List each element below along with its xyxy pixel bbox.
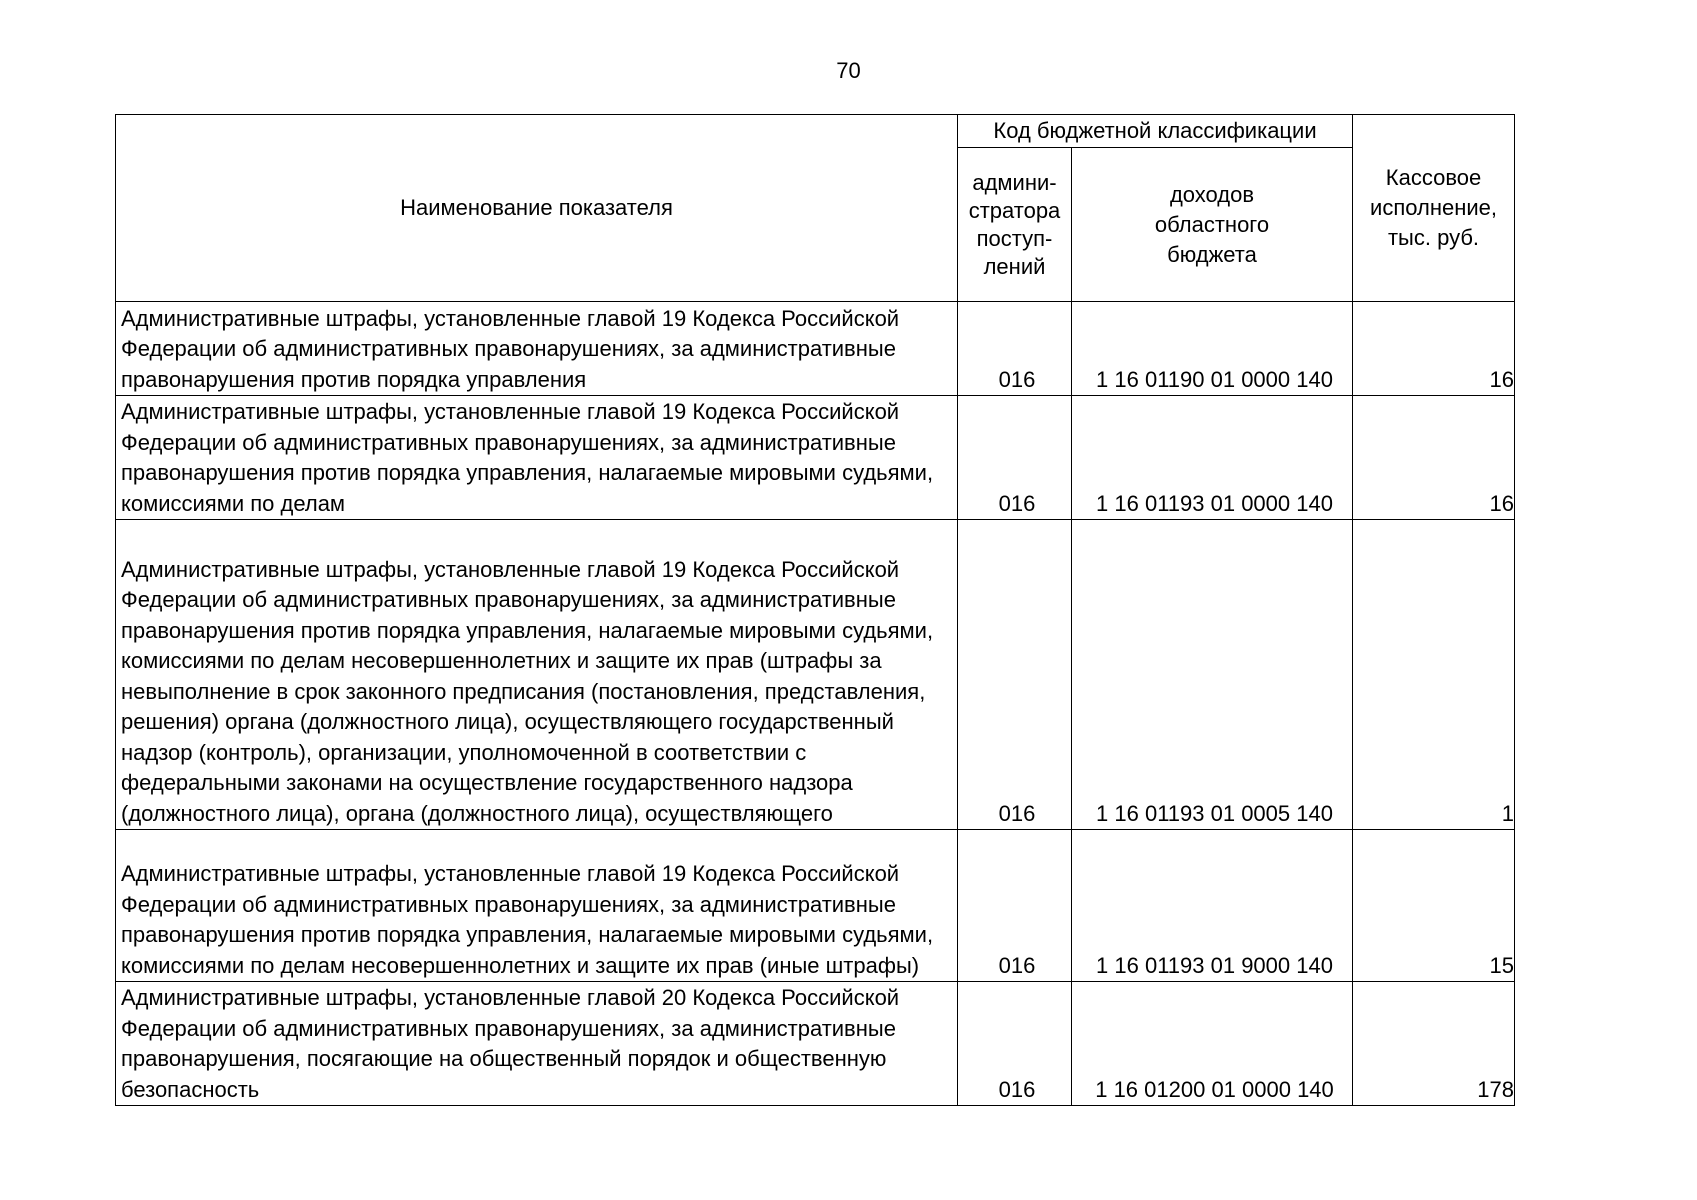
table-row: [116, 982, 1515, 1106]
revenue-code: 1 16 01193 01 9000 140: [1072, 830, 1353, 982]
header-cash-execution: Кассовое исполнение, тыс. руб.: [1353, 115, 1515, 302]
table-row: [116, 302, 1515, 396]
cash-execution-amount: 1: [1353, 520, 1515, 830]
indicator-name: Административные штрафы, установленные главой 20 Кодекса Российской Федерации об административных правонарушениях, за административные правонарушения, посягающие на общественный порядок и общественную безопасность: [116, 982, 958, 1106]
cash-execution-amount: 16: [1353, 396, 1515, 520]
table-row: [116, 830, 1515, 982]
header-administrator-code: админи-стратора поступ-лений: [958, 148, 1072, 302]
indicator-name: Административные штрафы, установленные главой 19 Кодекса Российской Федерации об административных правонарушениях, за административные правонарушения против порядка управления: [116, 302, 958, 396]
administrator-code: 016: [958, 520, 1072, 830]
indicator-name: Административные штрафы, установленные главой 19 Кодекса Российской Федерации об административных правонарушениях, за административные правонарушения против порядка управления, налагаемые мировыми судьями, комиссиями по делам несовершеннолетних и защите их прав (штрафы за невыполнение в срок законного предписания (постановления, представления, решения) органа (должностного лица), осуществляющего государственный надзор (контроль), организации, уполномоченной в соответствии с федеральными законами на осуществление государственного надзора (должностного лица), органа (должностного лица), осуществляющего: [116, 520, 958, 830]
table-row: [116, 396, 1515, 520]
cash-execution-amount: 15: [1353, 830, 1515, 982]
revenue-code: 1 16 01190 01 0000 140: [1072, 302, 1353, 396]
header-indicator-name: Наименование показателя: [116, 115, 958, 302]
revenue-code: 1 16 01193 01 0005 140: [1072, 520, 1353, 830]
page-number: 70: [836, 58, 861, 83]
indicator-name: Административные штрафы, установленные главой 19 Кодекса Российской Федерации об административных правонарушениях, за административные правонарушения против порядка управления, налагаемые мировыми судьями, комиссиями по делам: [116, 396, 958, 520]
revenue-code: 1 16 01200 01 0000 140: [1072, 982, 1353, 1106]
header-budget-code-group: Код бюджетной классификации: [958, 115, 1353, 148]
revenue-code: 1 16 01193 01 0000 140: [1072, 396, 1353, 520]
cash-execution-amount: 16: [1353, 302, 1515, 396]
table-row: [116, 520, 1515, 830]
indicator-name: Административные штрафы, установленные главой 19 Кодекса Российской Федерации об административных правонарушениях, за административные правонарушения против порядка управления, налагаемые мировыми судьями, комиссиями по делам несовершеннолетних и защите их прав (иные штрафы): [116, 830, 958, 982]
administrator-code: 016: [958, 982, 1072, 1106]
administrator-code: 016: [958, 830, 1072, 982]
header-revenue-code: доходов областного бюджета: [1072, 148, 1353, 302]
budget-table: [115, 114, 1515, 1106]
administrator-code: 016: [958, 396, 1072, 520]
cash-execution-amount: 178: [1353, 982, 1515, 1106]
administrator-code: 016: [958, 302, 1072, 396]
